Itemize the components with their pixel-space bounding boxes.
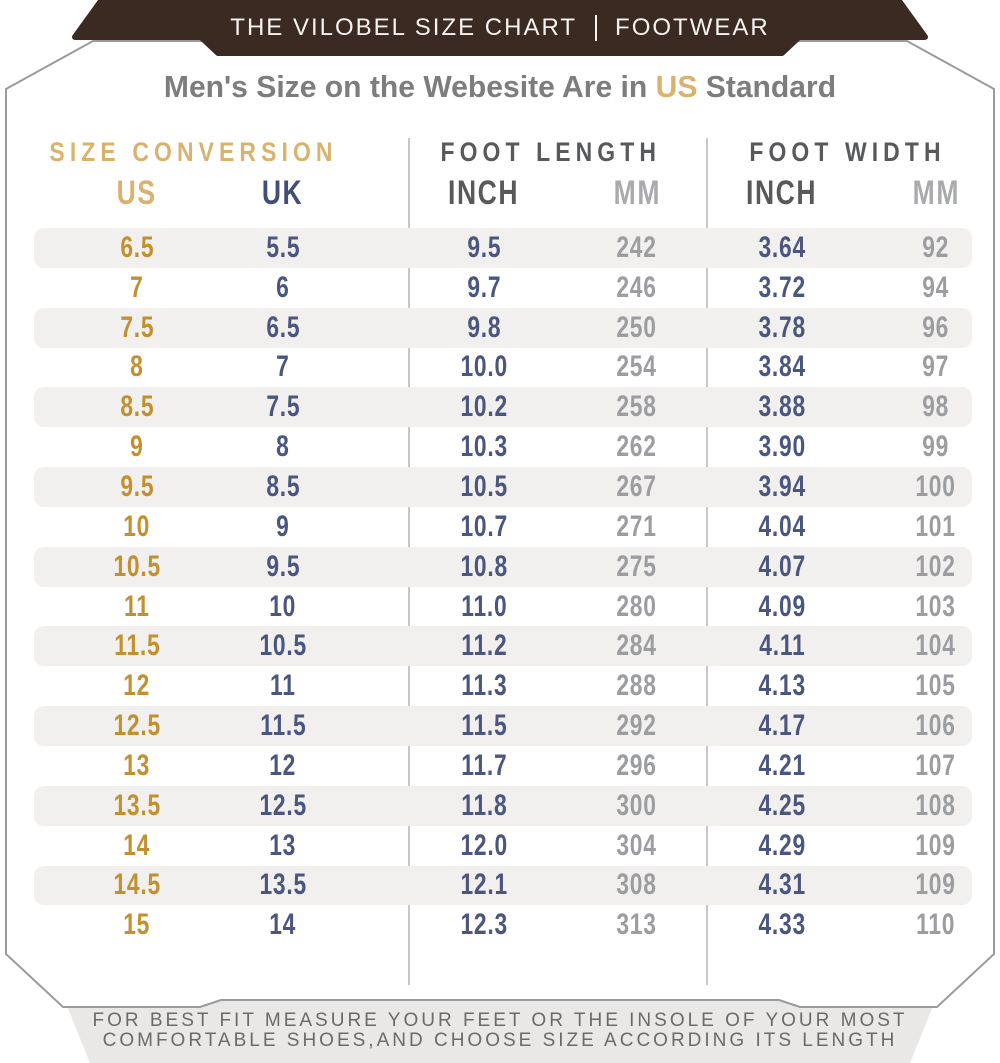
cell-foot-width-inch: 3.94: [758, 469, 806, 503]
cell-foot-length-inch: 10.0: [460, 350, 508, 384]
cell-foot-length-mm: 300: [616, 788, 658, 822]
cell-us-size: 11: [124, 589, 150, 623]
cell-foot-width-inch: 4.25: [758, 788, 806, 822]
cell-foot-width-inch: 3.88: [758, 390, 806, 424]
table-row: [34, 786, 972, 826]
table-row: [34, 746, 972, 786]
cell-foot-width-mm: 98: [922, 390, 950, 424]
cell-foot-width-mm: 96: [922, 310, 950, 344]
cell-uk-size: 13: [269, 828, 297, 862]
cell-us-size: 14: [123, 828, 151, 862]
banner-title-right: FOOTWEAR: [615, 14, 770, 41]
cell-foot-length-mm: 262: [616, 430, 658, 464]
banner: [0, 6, 1000, 50]
table-row: [34, 866, 972, 906]
cell-us-size: 13: [123, 748, 151, 782]
table-row: [34, 666, 972, 706]
cell-foot-length-mm: 304: [616, 828, 658, 862]
cell-us-size: 15: [123, 908, 151, 942]
cell-foot-width-inch: 4.21: [758, 748, 806, 782]
cell-uk-size: 9.5: [266, 549, 300, 583]
cell-foot-length-mm: 258: [616, 390, 658, 424]
cell-foot-length-inch: 12.0: [460, 828, 508, 862]
cell-foot-width-inch: 4.13: [758, 669, 806, 703]
cell-uk-size: 7.5: [266, 390, 300, 424]
table-row: [34, 348, 972, 388]
cell-foot-width-mm: 100: [915, 469, 957, 503]
section-header-foot-length: FOOT LENGTH: [440, 136, 662, 167]
cell-foot-length-inch: 12.1: [460, 868, 508, 902]
cell-uk-size: 11.5: [259, 709, 307, 743]
cell-foot-width-mm: 102: [915, 549, 957, 583]
cell-foot-length-inch: 10.2: [460, 390, 508, 424]
cell-foot-length-inch: 10.8: [460, 549, 508, 583]
cell-foot-width-mm: 110: [916, 908, 956, 942]
cell-foot-width-inch: 4.29: [758, 828, 806, 862]
cell-uk-size: 10.5: [259, 629, 307, 663]
table-row: [34, 268, 972, 308]
cell-foot-length-mm: 246: [616, 270, 658, 304]
cell-foot-length-mm: 254: [616, 350, 658, 384]
banner-separator: [595, 15, 597, 41]
cell-uk-size: 9: [276, 509, 290, 543]
footer-note: [0, 1011, 1000, 1051]
cell-foot-length-inch: 11.3: [460, 669, 508, 703]
section-header-size-conversion: SIZE CONVERSION: [49, 136, 339, 167]
cell-foot-width-inch: 4.07: [758, 549, 806, 583]
cell-foot-length-mm: 308: [616, 868, 658, 902]
title-suffix: Standard: [697, 69, 837, 104]
size-table-rows: [34, 228, 972, 945]
column-header-length-inch: INCH: [448, 173, 520, 212]
cell-foot-width-inch: 4.09: [758, 589, 806, 623]
cell-foot-width-mm: 108: [915, 788, 957, 822]
table-row: [34, 706, 972, 746]
cell-foot-width-inch: 4.31: [758, 868, 806, 902]
cell-foot-length-inch: 11.7: [460, 748, 508, 782]
cell-foot-width-inch: 3.90: [758, 430, 806, 464]
cell-uk-size: 13.5: [259, 868, 307, 902]
table-row: [34, 467, 972, 507]
cell-foot-length-mm: 296: [616, 748, 658, 782]
table-row: [34, 826, 972, 866]
cell-us-size: 12.5: [113, 709, 161, 743]
table-row: [34, 308, 972, 348]
column-header-us: US: [117, 173, 157, 212]
cell-us-size: 13.5: [113, 788, 161, 822]
cell-foot-width-mm: 109: [915, 868, 957, 902]
footer-line-2: COMFORTABLE SHOES,AND CHOOSE SIZE ACCORDING ITS LENGTH: [102, 1030, 898, 1051]
cell-us-size: 9: [130, 430, 144, 464]
cell-uk-size: 12: [269, 748, 297, 782]
cell-us-size: 8.5: [120, 390, 154, 424]
cell-foot-width-inch: 4.33: [758, 908, 806, 942]
cell-uk-size: 10: [269, 589, 297, 623]
cell-us-size: 14.5: [113, 868, 161, 902]
cell-uk-size: 7: [276, 350, 290, 384]
cell-uk-size: 14: [269, 908, 297, 942]
cell-foot-length-inch: 11.0: [460, 589, 508, 623]
cell-foot-width-mm: 92: [922, 230, 950, 264]
cell-foot-length-inch: 9.5: [467, 230, 501, 264]
title-prefix: Men's Size on the Webesite Are in: [163, 69, 656, 104]
section-header-foot-width: FOOT WIDTH: [748, 136, 946, 167]
cell-foot-length-inch: 9.7: [467, 270, 501, 304]
cell-foot-length-mm: 292: [616, 709, 658, 743]
cell-foot-length-mm: 313: [616, 908, 658, 942]
cell-us-size: 10.5: [113, 549, 161, 583]
cell-foot-length-inch: 12.3: [460, 908, 508, 942]
column-header-width-inch: INCH: [746, 173, 818, 212]
cell-us-size: 9.5: [120, 469, 154, 503]
column-header-length-mm: MM: [613, 173, 661, 212]
cell-foot-length-mm: 242: [616, 230, 658, 264]
title-highlight-us: US: [655, 69, 698, 104]
cell-us-size: 10: [123, 509, 151, 543]
table-row: [34, 427, 972, 467]
cell-foot-width-inch: 4.11: [758, 629, 806, 663]
cell-foot-length-mm: 250: [616, 310, 658, 344]
cell-foot-length-inch: 10.7: [460, 509, 508, 543]
cell-foot-width-mm: 94: [922, 270, 950, 304]
cell-foot-width-inch: 3.78: [758, 310, 806, 344]
cell-foot-width-mm: 105: [915, 669, 957, 703]
table-row: [34, 626, 972, 666]
banner-title-left: THE VILOBEL SIZE CHART: [230, 14, 578, 41]
cell-foot-width-mm: 109: [915, 828, 957, 862]
cell-us-size: 6.5: [120, 230, 154, 264]
table-row: [34, 507, 972, 547]
cell-uk-size: 8.5: [266, 469, 300, 503]
cell-us-size: 7: [130, 270, 144, 304]
cell-foot-length-mm: 284: [616, 629, 658, 663]
cell-foot-length-mm: 267: [616, 469, 658, 503]
cell-foot-width-mm: 107: [915, 748, 957, 782]
cell-us-size: 12: [123, 669, 151, 703]
cell-uk-size: 11: [270, 669, 296, 703]
cell-foot-length-inch: 11.2: [460, 629, 508, 663]
column-header-width-mm: MM: [912, 173, 960, 212]
cell-foot-length-mm: 288: [616, 669, 658, 703]
table-row: [34, 547, 972, 587]
cell-us-size: 8: [130, 350, 144, 384]
cell-foot-width-mm: 106: [915, 709, 957, 743]
cell-uk-size: 5.5: [266, 230, 300, 264]
cell-us-size: 7.5: [120, 310, 154, 344]
table-row: [34, 228, 972, 268]
cell-foot-length-mm: 280: [616, 589, 658, 623]
cell-foot-width-mm: 99: [922, 430, 950, 464]
table-row: [34, 587, 972, 627]
cell-foot-width-mm: 97: [922, 350, 950, 384]
cell-foot-width-inch: 3.72: [758, 270, 806, 304]
cell-us-size: 11.5: [113, 629, 161, 663]
cell-uk-size: 6.5: [266, 310, 300, 344]
cell-uk-size: 6: [276, 270, 290, 304]
table-row: [34, 387, 972, 427]
cell-foot-length-inch: 9.8: [467, 310, 501, 344]
cell-foot-length-mm: 275: [616, 549, 658, 583]
cell-foot-length-inch: 11.8: [460, 788, 508, 822]
cell-foot-width-inch: 4.04: [758, 509, 806, 543]
cell-uk-size: 8: [276, 430, 290, 464]
cell-foot-length-mm: 271: [616, 509, 658, 543]
cell-foot-length-inch: 11.5: [460, 709, 508, 743]
cell-foot-width-inch: 3.64: [758, 230, 806, 264]
cell-foot-width-inch: 4.17: [758, 709, 806, 743]
cell-foot-width-mm: 101: [915, 509, 957, 543]
column-header-uk: UK: [262, 173, 304, 212]
page-title: [15, 66, 985, 108]
cell-foot-width-mm: 103: [915, 589, 957, 623]
cell-foot-width-mm: 104: [915, 629, 957, 663]
footer-line-1: FOR BEST FIT MEASURE YOUR FEET OR THE INSOLE OF YOUR MOST: [92, 1010, 908, 1031]
table-row: [34, 905, 972, 945]
cell-uk-size: 12.5: [259, 788, 307, 822]
cell-foot-length-inch: 10.5: [460, 469, 508, 503]
cell-foot-length-inch: 10.3: [460, 430, 508, 464]
cell-foot-width-inch: 3.84: [758, 350, 806, 384]
